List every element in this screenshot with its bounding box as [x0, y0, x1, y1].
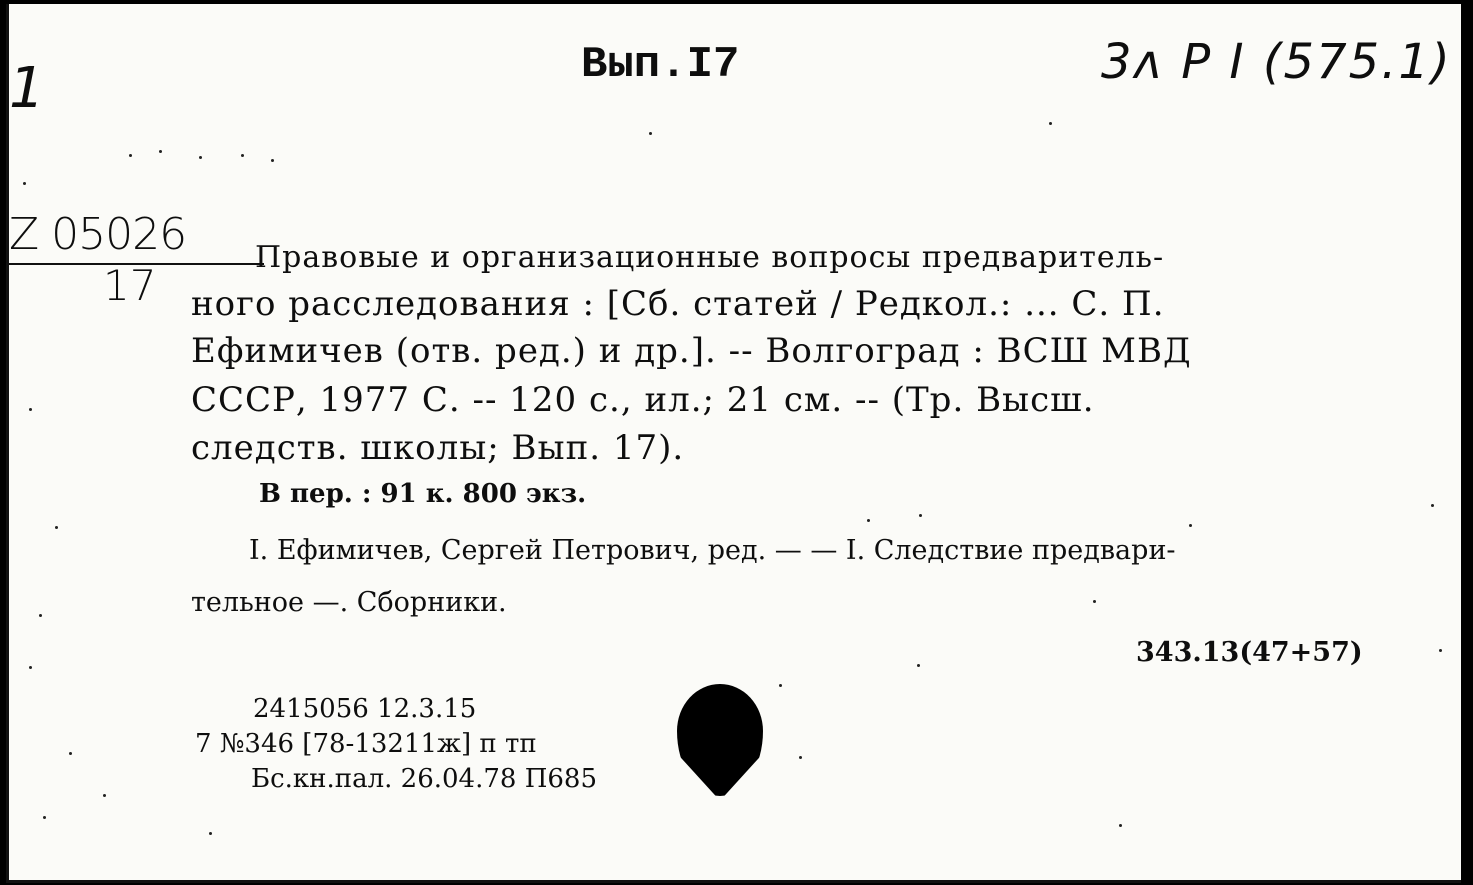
tech-line: 7 №346 [78-13211ж] п тп [195, 729, 537, 759]
tech-line: 2415056 12.3.15 [253, 694, 477, 724]
ink-blot [677, 684, 763, 796]
tracing-line: тельное —. Сборники. [191, 587, 507, 618]
description-line: ного расследования : [Сб. статей / Редкол.: ... С. П. [191, 284, 1165, 324]
tracing-line: I. Ефимичев, Сергей Петрович, ред. — — I. Следствие предвари- [249, 535, 1176, 566]
price-line: В пер. : 91 к. 800 экз. [259, 479, 587, 509]
description-line: Правовые и организационные вопросы предваритель- [255, 240, 1165, 275]
call-number-bottom: 17 [103, 261, 157, 310]
corner-number: 1 [9, 56, 45, 121]
classification-number: 343.13(47+57) [1136, 637, 1363, 668]
handwritten-shelfmark: 3ᴧ P I (575.1) [1101, 34, 1452, 90]
description-line: следств. школы; Вып. 17). [191, 428, 685, 468]
call-number-top: Z 05026 [9, 209, 187, 260]
description-line: СССР, 1977 С. -- 120 с., ил.; 21 см. -- (Тр. Высш. [191, 380, 1095, 420]
catalog-card [6, 4, 1461, 883]
description-line: Ефимичев (отв. ред.) и др.]. -- Волгоград : ВСШ МВД [191, 331, 1192, 371]
tech-line: Бс.кн.пал. 26.04.78 П685 [251, 764, 597, 794]
issue-header: Вып.I7 [581, 40, 740, 90]
